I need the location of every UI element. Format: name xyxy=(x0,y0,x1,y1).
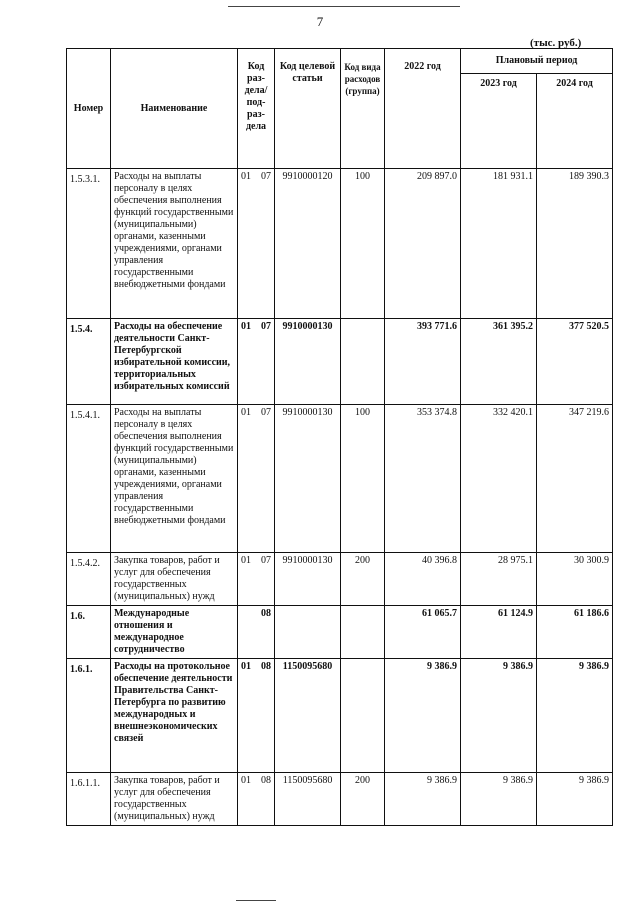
row-expense-type xyxy=(341,659,385,773)
row-amount-2022: 61 065.7 xyxy=(385,606,461,659)
row-target-code: 1150095680 xyxy=(275,773,341,826)
row-expense-type: 200 xyxy=(341,773,385,826)
row-target-code xyxy=(275,606,341,659)
row-section-code: 01 xyxy=(238,659,257,773)
bottom-rule xyxy=(236,900,276,901)
row-amount-2024: 61 186.6 xyxy=(537,606,613,659)
row-target-code: 9910000130 xyxy=(275,405,341,553)
row-amount-2023: 9 386.9 xyxy=(461,773,537,826)
table-row xyxy=(67,773,613,826)
row-name: Расходы на выплаты персоналу в целях обеспечения выполнения функций государственными (муниципальными) органами, казенными учреждениями, органами управления государственными внебюджетными фондами xyxy=(111,169,238,319)
row-amount-2024: 9 386.9 xyxy=(537,659,613,773)
row-target-code: 9910000130 xyxy=(275,553,341,606)
table-row xyxy=(67,659,613,773)
row-name: Расходы на протокольное обеспечение деятельности Правительства Санкт-Петербурга по развитию международных и внешнеэкономических связей xyxy=(111,659,238,773)
top-rule xyxy=(228,6,460,7)
row-name: Расходы на обеспечение деятельности Санкт-Петербургской избирательной комиссии, территориальных избирательных комиссий xyxy=(111,319,238,405)
row-subsection-code: 07 xyxy=(257,169,275,319)
row-expense-type: 200 xyxy=(341,553,385,606)
row-amount-2022: 9 386.9 xyxy=(385,659,461,773)
row-amount-2024: 189 390.3 xyxy=(537,169,613,319)
budget-table xyxy=(66,48,613,826)
row-number: 1.5.4.1. xyxy=(67,405,111,553)
row-amount-2024: 9 386.9 xyxy=(537,773,613,826)
table-row xyxy=(67,405,613,553)
row-amount-2022: 209 897.0 xyxy=(385,169,461,319)
row-section-code: 01 xyxy=(238,553,257,606)
row-subsection-code: 08 xyxy=(257,659,275,773)
header-year-2024: 2024 год xyxy=(537,74,613,169)
unit-label: (тыс. руб.) xyxy=(530,37,582,49)
row-number: 1.6.1. xyxy=(67,659,111,773)
header-year-2022: 2022 год xyxy=(385,49,461,169)
table-row xyxy=(67,553,613,606)
table-row xyxy=(67,169,613,319)
row-expense-type: 100 xyxy=(341,169,385,319)
row-section-code: 01 xyxy=(238,405,257,553)
row-section-code: 01 xyxy=(238,773,257,826)
row-amount-2023: 61 124.9 xyxy=(461,606,537,659)
row-section-code: 01 xyxy=(238,319,257,405)
row-number: 1.6. xyxy=(67,606,111,659)
row-amount-2022: 353 374.8 xyxy=(385,405,461,553)
row-name: Закупка товаров, работ и услуг для обеспечения государственных (муниципальных) нужд xyxy=(111,773,238,826)
row-amount-2023: 28 975.1 xyxy=(461,553,537,606)
row-amount-2023: 181 931.1 xyxy=(461,169,537,319)
row-amount-2024: 30 300.9 xyxy=(537,553,613,606)
header-section-code: Код раз-дела/ под-раз-дела xyxy=(238,49,275,169)
row-amount-2023: 9 386.9 xyxy=(461,659,537,773)
header-target-code: Код целевой статьи xyxy=(275,49,341,169)
row-amount-2024: 347 219.6 xyxy=(537,405,613,553)
row-expense-type xyxy=(341,319,385,405)
row-number: 1.5.3.1. xyxy=(67,169,111,319)
header-number: Номер xyxy=(67,49,111,169)
table-row xyxy=(67,606,613,659)
row-name: Закупка товаров, работ и услуг для обеспечения государственных (муниципальных) нужд xyxy=(111,553,238,606)
row-expense-type: 100 xyxy=(341,405,385,553)
header-expense-type: Код вида расходов (группа) xyxy=(341,49,385,169)
row-number: 1.6.1.1. xyxy=(67,773,111,826)
row-amount-2022: 9 386.9 xyxy=(385,773,461,826)
row-amount-2022: 40 396.8 xyxy=(385,553,461,606)
row-target-code: 9910000130 xyxy=(275,319,341,405)
row-subsection-code: 07 xyxy=(257,405,275,553)
page-number: 7 xyxy=(316,14,324,29)
row-section-code: 01 xyxy=(238,169,257,319)
row-amount-2022: 393 771.6 xyxy=(385,319,461,405)
row-subsection-code: 07 xyxy=(257,319,275,405)
header-plan-period: Плановый период xyxy=(461,49,613,74)
row-name: Расходы на выплаты персоналу в целях обеспечения выполнения функций государственными (муниципальными) органами, казенными учреждениями, органами управления государственными внебюджетными фондами xyxy=(111,405,238,553)
row-number: 1.5.4.2. xyxy=(67,553,111,606)
row-amount-2023: 332 420.1 xyxy=(461,405,537,553)
row-subsection-code: 08 xyxy=(257,606,275,659)
table-row xyxy=(67,319,613,405)
row-target-code: 1150095680 xyxy=(275,659,341,773)
row-amount-2024: 377 520.5 xyxy=(537,319,613,405)
row-expense-type xyxy=(341,606,385,659)
row-subsection-code: 07 xyxy=(257,553,275,606)
header-year-2023: 2023 год xyxy=(461,74,537,169)
header-name: Наименование xyxy=(111,49,238,169)
row-target-code: 9910000120 xyxy=(275,169,341,319)
row-number: 1.5.4. xyxy=(67,319,111,405)
row-section-code xyxy=(238,606,257,659)
row-name: Международные отношения и международное сотрудничество xyxy=(111,606,238,659)
row-subsection-code: 08 xyxy=(257,773,275,826)
row-amount-2023: 361 395.2 xyxy=(461,319,537,405)
